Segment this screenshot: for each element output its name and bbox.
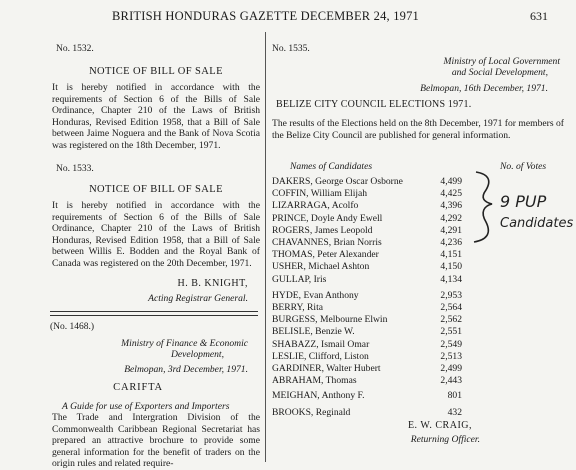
notice-1532-heading: NOTICE OF BILL OF SALE: [89, 66, 223, 77]
candidate-votes: 4,236: [440, 237, 462, 248]
handwriting-line2: Candidates: [500, 216, 574, 231]
table-row: [272, 363, 564, 374]
notice-1533-body: It is hereby notified in accordance with the requirements of Section 6 of the Bills of Sale Ordinance, Chapter 210 of the Laws of British Honduras, Revised Edition 1958, that a Bill of Sale between Willis E. Bodden and the Royal Bank of Canada was registered on the 20th December, 1971.: [52, 200, 260, 269]
table-row: [272, 274, 564, 285]
candidate-votes: 4,425: [440, 188, 462, 200]
candidate-votes: 2,499: [440, 363, 462, 374]
candidate-name: ROGERS, James Leopold: [272, 224, 373, 236]
candidate-votes: 4,151: [440, 249, 462, 261]
returning-officer-signature: E. W. CRAIG,: [407, 420, 472, 431]
ministry-line1: Ministry of Local Government: [443, 56, 560, 67]
gazette-title: BRITISH HONDURAS GAZETTE DECEMBER 24, 1971: [112, 9, 420, 23]
candidate-name: COFFIN, William Elijah: [272, 188, 368, 200]
table-row: [272, 290, 564, 301]
table-row: [272, 375, 564, 386]
candidate-votes: 4,134: [440, 273, 462, 285]
table-row: [272, 302, 564, 313]
notice-1533-signature-title: Acting Registrar General.: [148, 293, 248, 304]
candidate-votes: 432: [447, 406, 462, 418]
candidate-votes: 2,562: [440, 314, 462, 326]
notice-1468-ministry-line2: Development,: [170, 349, 224, 360]
candidate-votes: 2,443: [440, 375, 462, 387]
candidate-name: SHABAZZ, Ismail Omar: [272, 338, 370, 350]
candidate-name: DAKERS, George Oscar Osborne: [272, 176, 403, 187]
candidate-votes: 4,292: [440, 212, 462, 224]
candidate-name: THOMAS, Peter Alexander: [272, 249, 379, 261]
table-row: [272, 351, 564, 362]
elections-heading: BELIZE CITY COUNCIL ELECTIONS 1971.: [276, 99, 472, 110]
table-row: [272, 261, 564, 272]
table-row: [272, 390, 564, 401]
candidate-votes: 4,396: [440, 200, 462, 212]
notice-1532-number: No. 1532.: [56, 44, 94, 54]
candidate-name: BERRY, Rita: [272, 302, 324, 313]
col-header-votes: No. of Votes: [500, 161, 547, 172]
candidate-name: GARDINER, Walter Hubert: [272, 363, 381, 374]
notice-1535-number: No. 1535.: [272, 44, 310, 54]
candidate-votes: 2,953: [440, 289, 462, 301]
candidate-name: ABRAHAM, Thomas: [272, 375, 357, 387]
candidate-name: MEIGHAN, Anthony F.: [272, 390, 365, 402]
candidate-name: LIZARRAGA, Acolfo: [272, 200, 359, 212]
column-divider: [265, 32, 266, 462]
table-row: [272, 249, 564, 260]
notice-1468-ministry-line1: Ministry of Finance & Economic: [121, 338, 248, 349]
candidate-name: BURGESS, Melbourne Elwin: [272, 314, 388, 326]
candidate-votes: 2,549: [440, 338, 462, 350]
candidate-votes: 2,513: [440, 350, 462, 362]
notice-1533-number: No. 1533.: [56, 164, 94, 174]
col-header-names: Names of Candidates: [290, 161, 373, 172]
candidate-name: BROOKS, Reginald: [272, 406, 351, 418]
candidate-name: CHAVANNES, Brian Norris: [272, 237, 382, 248]
handwriting-line1: 9 PUP: [500, 192, 547, 211]
gazette-header: [0, 9, 576, 27]
table-row: [272, 339, 564, 350]
carifta-subheading: A Guide for use of Exporters and Importers: [62, 401, 230, 412]
table-row: [272, 314, 564, 325]
notice-1468-place-date: Belmopan, 3rd December, 1971.: [124, 364, 248, 375]
candidate-name: PRINCE, Doyle Andy Ewell: [272, 212, 383, 224]
candidate-name: GULLAP, Iris: [272, 273, 327, 285]
table-row: [272, 407, 564, 418]
notice-1535-place-date: Belmopan, 16th December, 1971.: [420, 83, 548, 94]
candidate-votes: 2,551: [440, 326, 462, 338]
candidate-name: USHER, Michael Ashton: [272, 261, 370, 273]
candidate-votes: 4,291: [440, 224, 462, 236]
section-rule: [50, 311, 258, 316]
notice-1533-heading: NOTICE OF BILL OF SALE: [89, 184, 223, 195]
ministry-line2: and Social Development,: [451, 67, 548, 78]
carifta-heading: CARIFTA: [113, 382, 163, 393]
notice-1533-signature: H. B. KNIGHT,: [177, 278, 248, 289]
notice-1468-number: (No. 1468.): [50, 322, 95, 332]
elections-body: The results of the Elections held on the 8th December, 1971 for members of the Belize City Council are published for general information.: [272, 118, 564, 141]
returning-officer-title: Returning Officer.: [410, 434, 480, 445]
candidate-name: BELISLE, Benzie W.: [272, 326, 355, 338]
candidate-name: HYDE, Evan Anthony: [272, 289, 359, 301]
page-number: 631: [530, 9, 548, 23]
carifta-body: The Trade and Intergration Division of the Commonwealth Caribbean Regional Secretariat has prepared an attractive brochure to provide some general information for the benefit of traders on the origin rules and related require-: [52, 412, 260, 469]
candidate-votes: 4,150: [440, 261, 462, 273]
notice-1532-body: It is hereby notified in accordance with the requirements of Section 6 of the Bills of Sale Ordinance, Chapter 210 of the Laws of British Honduras, Revised Edition 1958, that a Bill of Sale between Jaime Noguera and the Bank of Nova Scotia was registered on the 18th December, 1971.: [52, 82, 260, 151]
candidate-votes: 2,564: [440, 302, 462, 313]
candidate-name: LESLIE, Clifford, Liston: [272, 350, 369, 362]
candidate-votes: 4,499: [440, 176, 462, 187]
candidate-votes: 801: [447, 390, 462, 402]
table-row: [272, 326, 564, 337]
